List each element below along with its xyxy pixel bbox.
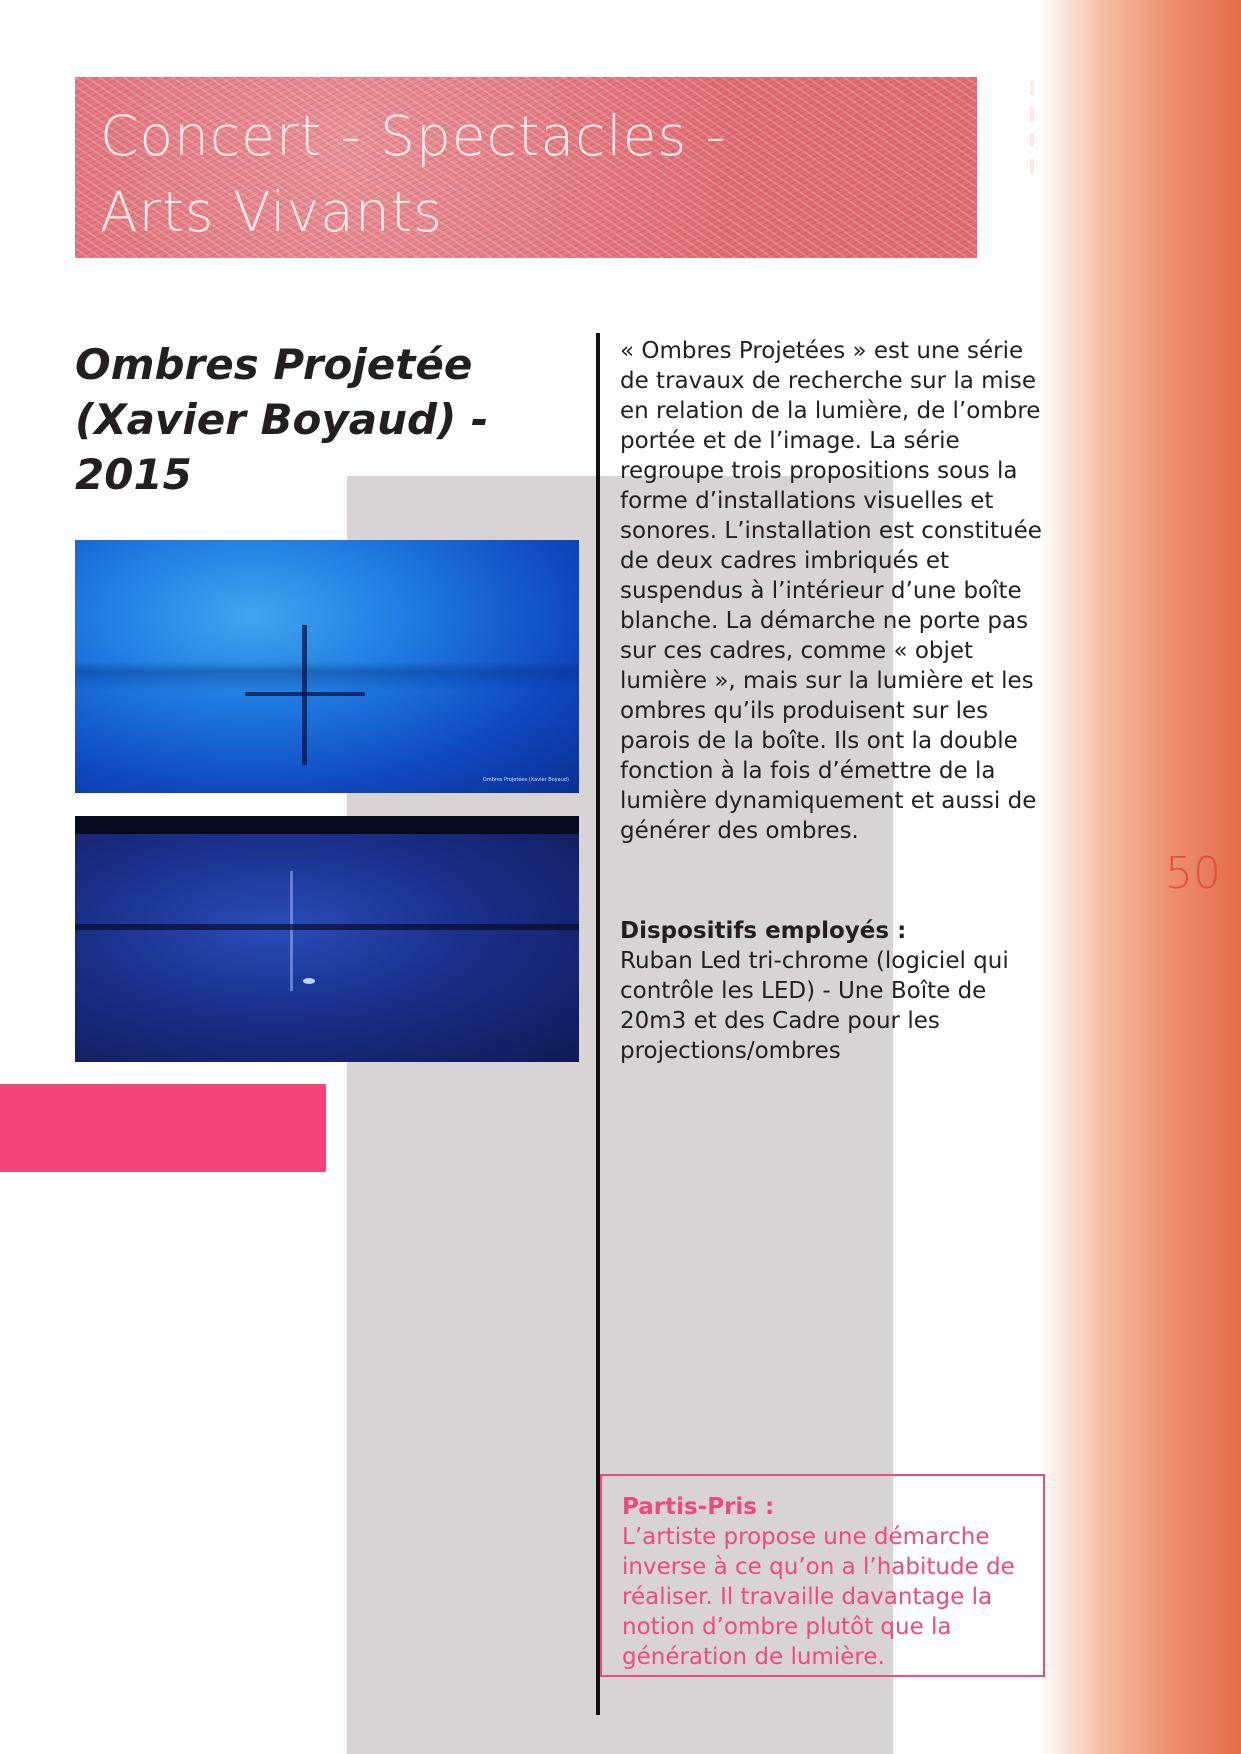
accent-block [0, 1084, 326, 1172]
frame-light [290, 871, 293, 991]
partis-pris-heading: Partis-Pris : [622, 1494, 775, 1520]
partis-pris-text: L’artiste propose une démarche inverse à ce qu’on a l’habitude de réaliser. Il travaille davantage la notion d’ombre plutôt que la génération de lumière. [622, 1524, 1015, 1670]
photo-caption: Ombres Projetées (Xavier Boyaud) [482, 777, 569, 783]
page-number: 50 [1165, 848, 1221, 899]
banner-dash [1030, 81, 1034, 95]
banner-dash [1030, 133, 1034, 147]
section-title: Concert - Spectacles - Arts Vivants [100, 104, 727, 244]
article-title: Ombres Projetée (Xavier Boyaud) - 2015 [75, 340, 489, 499]
frame-shadow-line [75, 924, 579, 930]
banner-dash [1030, 107, 1034, 121]
installation-photo-1 [75, 540, 579, 793]
devices-heading: Dispositifs employés : [620, 918, 907, 944]
banner-dash [1030, 159, 1034, 173]
devices-text: Ruban Led tri-chrome (logiciel qui contrôle les LED) - Une Boîte de 20m3 et des Cadre pour les projections/ombres [620, 948, 1009, 1064]
frame-shadow-horizontal [245, 692, 365, 696]
installation-photo-2 [75, 816, 579, 1062]
photo-ceiling [75, 816, 579, 834]
led-light [303, 978, 315, 984]
article-body: « Ombres Projetées » est une série de travaux de recherche sur la mise en relation de la lumière, de l’ombre portée et de l’image. La série regroupe trois propositions sous la forme d’installations visuelles et sonores. L’installation est constituée de deux cadres imbriqués et suspendus à l’intérieur d’une boîte blanche. La démarche ne porte pas sur ces cadres, comme « objet lumière », mais sur la lumière et les ombres qu’ils produisent sur les parois de la boîte. Ils ont la double fonction à la fois d’émettre de la lumière dynamiquement et aussi de générer des ombres. [620, 338, 1042, 844]
